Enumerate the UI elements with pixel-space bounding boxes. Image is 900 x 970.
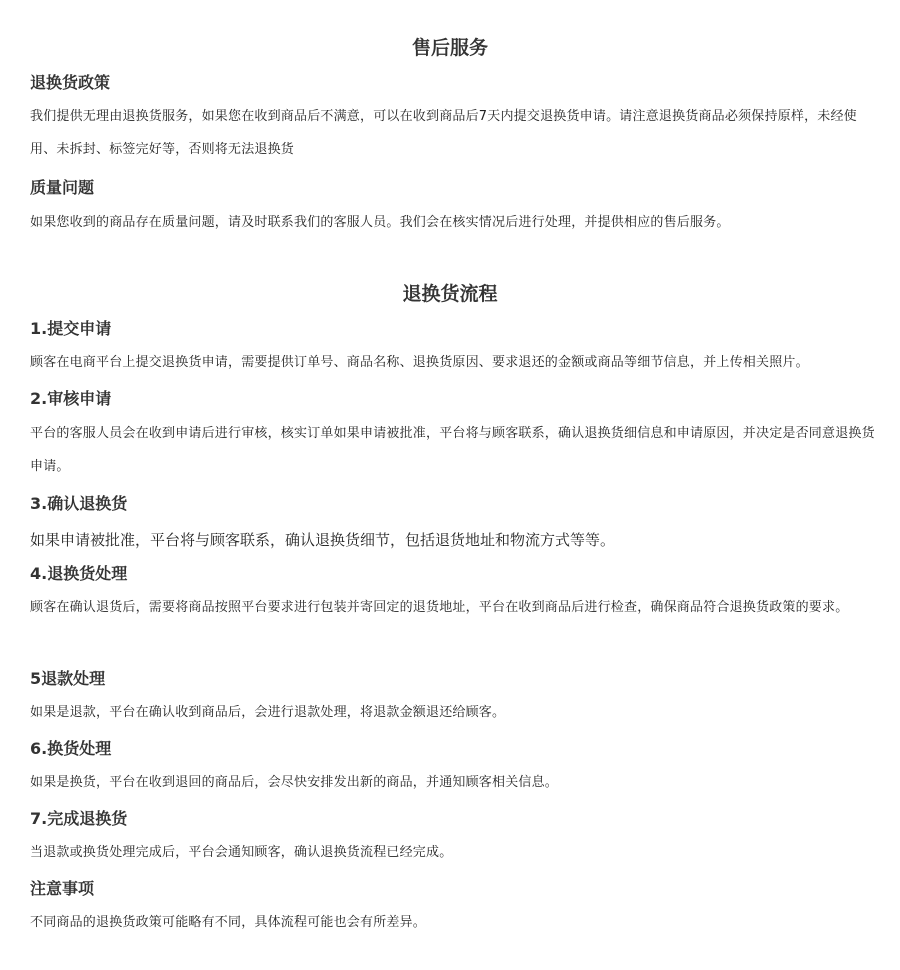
step-text-confirm: 如果申请被批准，平台将与顾客联系，确认退换货细节，包括退货地址和物流方式等等。 [30, 531, 616, 549]
step-text-review: 平台的客服人员会在收到申请后进行审核，核实订单如果申请被批准，平台将与顾客联系，确认退换货细信息和申请原因，并决定是否同意退换货申请。 [30, 426, 875, 474]
quality-issue-heading: 质量问题 [30, 178, 95, 197]
return-policy-heading: 退换货政策 [30, 73, 111, 92]
step-text-refund: 如果是退款，平台在确认收到商品后，会进行退款处理，将退款金额退还给顾客。 [30, 705, 506, 720]
step-heading-handling: 4.退换货处理 [30, 564, 128, 583]
step-heading-exchange: 6.换货处理 [30, 739, 112, 758]
step-text-submit: 顾客在电商平台上提交退换货申请，需要提供订单号、商品名称、退换货原因、要求退还的金额或商品等细节信息，并上传相关照片。 [30, 355, 809, 370]
step-heading-refund: 5退款处理 [30, 669, 106, 688]
return-policy-text: 我们提供无理由退换货服务，如果您在收到商品后不满意，可以在收到商品后7天内提交退换货申请。请注意退换货商品必须保持原样，未经使用、未拆封、标签完好等，否则将无法退换货 [30, 109, 857, 157]
step-text-handling: 顾客在确认退货后，需要将商品按照平台要求进行包装并寄回定的退货地址，平台在收到商品后进行检查，确保商品符合退换货政策的要求。 [30, 600, 849, 615]
step-heading-complete: 7.完成退换货 [30, 809, 128, 828]
step-text-exchange: 如果是换货，平台在收到退回的商品后，会尽快安排发出新的商品，并通知顾客相关信息。 [30, 775, 559, 790]
notes-heading: 注意事项 [30, 879, 95, 898]
step-heading-confirm: 3.确认退换货 [30, 494, 128, 513]
quality-issue-text: 如果您收到的商品存在质量问题，请及时联系我们的客服人员。我们会在核实情况后进行处理，并提供相应的售后服务。 [30, 215, 730, 230]
process-title: 退换货流程 [402, 283, 498, 305]
step-text-complete: 当退款或换货处理完成后，平台会通知顾客，确认退换货流程已经完成。 [30, 845, 453, 860]
step-heading-review: 2.审核申请 [30, 389, 112, 408]
notes-text: 不同商品的退换货政策可能略有不同，具体流程可能也会有所差异。 [30, 915, 427, 930]
step-heading-submit: 1.提交申请 [30, 319, 112, 338]
after-sales-title: 售后服务 [411, 37, 488, 59]
